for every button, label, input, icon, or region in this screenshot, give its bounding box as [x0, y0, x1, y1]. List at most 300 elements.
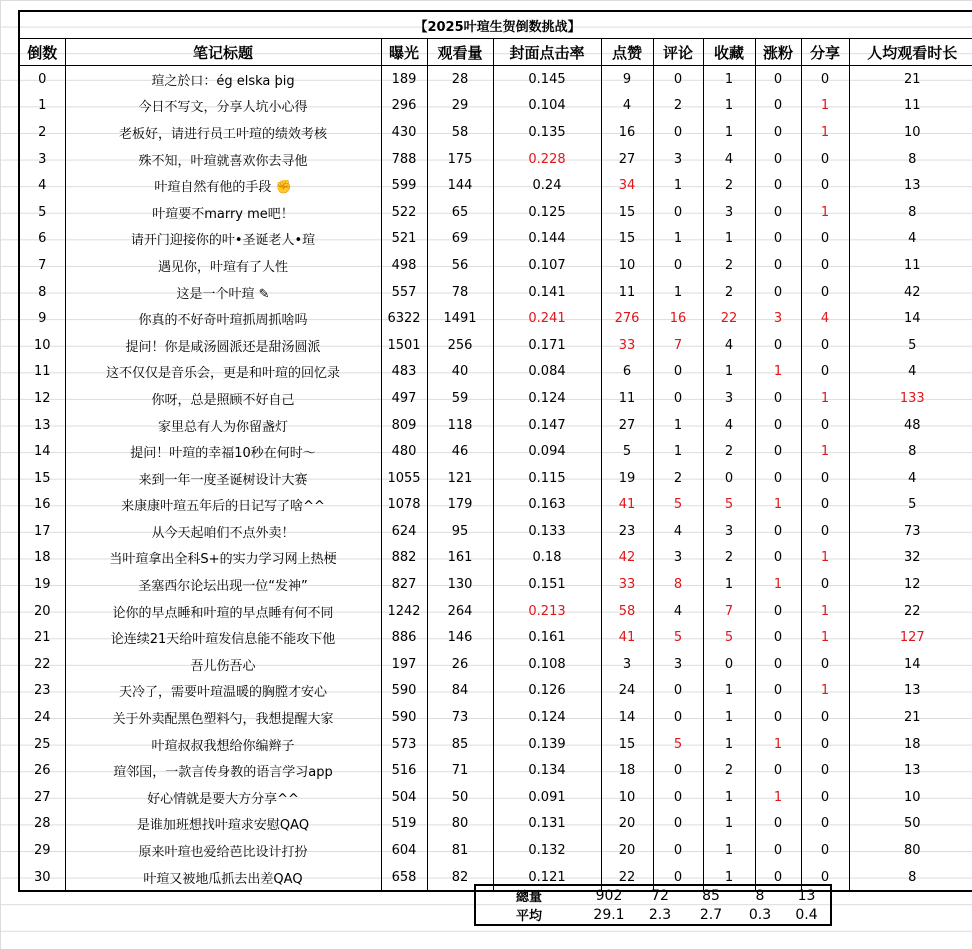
- table-cell[interactable]: 3: [653, 545, 703, 572]
- table-cell[interactable]: 522: [381, 199, 427, 226]
- table-cell[interactable]: 0: [755, 66, 801, 93]
- table-cell[interactable]: 2: [703, 172, 755, 199]
- table-cell[interactable]: 4: [601, 93, 653, 120]
- table-cell[interactable]: 叶瑄自然有他的手段 ✊: [65, 172, 381, 199]
- table-cell[interactable]: 提问！你是咸汤圆派还是甜汤圆派: [65, 332, 381, 359]
- table-cell[interactable]: 0: [755, 279, 801, 306]
- table-cell[interactable]: 0.125: [493, 199, 601, 226]
- table-cell[interactable]: 498: [381, 252, 427, 279]
- table-cell[interactable]: 1: [755, 492, 801, 519]
- table-cell[interactable]: 0: [703, 651, 755, 678]
- table-cell[interactable]: 3: [703, 385, 755, 412]
- table-cell[interactable]: 430: [381, 119, 427, 146]
- table-cell[interactable]: 瑄之於口：ég elska þig: [65, 66, 381, 93]
- table-cell[interactable]: 5: [653, 492, 703, 519]
- table-cell[interactable]: 9: [19, 305, 65, 332]
- table-cell[interactable]: 5: [703, 624, 755, 651]
- table-cell[interactable]: 4: [849, 226, 972, 253]
- table-cell[interactable]: 1: [703, 93, 755, 120]
- table-cell[interactable]: 请开门迎接你的叶•圣诞老人•瑄: [65, 226, 381, 253]
- table-cell[interactable]: 3: [601, 651, 653, 678]
- table-cell[interactable]: 吾儿伤吾心: [65, 651, 381, 678]
- table-cell[interactable]: 4: [653, 598, 703, 625]
- table-cell[interactable]: 0: [653, 385, 703, 412]
- table-cell[interactable]: 73: [427, 704, 493, 731]
- table-cell[interactable]: 0: [755, 172, 801, 199]
- table-cell[interactable]: 0: [653, 678, 703, 705]
- table-cell[interactable]: 15: [19, 465, 65, 492]
- table-cell[interactable]: 21: [849, 704, 972, 731]
- table-cell[interactable]: 4: [703, 412, 755, 439]
- table-cell[interactable]: 27: [601, 146, 653, 173]
- table-cell[interactable]: 1: [755, 731, 801, 758]
- summary-cell[interactable]: 2.3: [648, 906, 672, 923]
- table-cell[interactable]: 殊不知，叶瑄就喜欢你去寻他: [65, 146, 381, 173]
- table-cell[interactable]: 15: [601, 199, 653, 226]
- table-cell[interactable]: 1: [703, 359, 755, 386]
- table-cell[interactable]: 0: [755, 624, 801, 651]
- table-cell[interactable]: 118: [427, 412, 493, 439]
- table-cell[interactable]: 127: [849, 624, 972, 651]
- table-cell[interactable]: 12: [849, 571, 972, 598]
- table-cell[interactable]: 4: [653, 518, 703, 545]
- table-cell[interactable]: 69: [427, 226, 493, 253]
- table-cell[interactable]: 0: [703, 465, 755, 492]
- table-cell[interactable]: 40: [427, 359, 493, 386]
- table-cell[interactable]: 624: [381, 518, 427, 545]
- table-cell[interactable]: 121: [427, 465, 493, 492]
- table-cell[interactable]: 18: [601, 757, 653, 784]
- table-cell[interactable]: 0: [755, 704, 801, 731]
- table-cell[interactable]: 26: [427, 651, 493, 678]
- table-cell[interactable]: 46: [427, 438, 493, 465]
- table-cell[interactable]: 7: [19, 252, 65, 279]
- table-cell[interactable]: 13: [19, 412, 65, 439]
- table-cell[interactable]: 19: [601, 465, 653, 492]
- table-cell[interactable]: 1: [653, 226, 703, 253]
- table-cell[interactable]: 0: [801, 837, 849, 864]
- table-cell[interactable]: 10: [601, 252, 653, 279]
- table-cell[interactable]: 2: [703, 438, 755, 465]
- table-cell[interactable]: 1: [801, 438, 849, 465]
- table-cell[interactable]: 84: [427, 678, 493, 705]
- table-cell[interactable]: 3: [703, 199, 755, 226]
- table-cell[interactable]: 175: [427, 146, 493, 173]
- table-cell[interactable]: 叶瑄叔叔我想给你编辫子: [65, 731, 381, 758]
- table-cell[interactable]: 0: [653, 864, 703, 892]
- table-cell[interactable]: 提问！叶瑄的幸福10秒在何时～: [65, 438, 381, 465]
- table-cell[interactable]: 0: [653, 199, 703, 226]
- table-cell[interactable]: 599: [381, 172, 427, 199]
- table-cell[interactable]: 133: [849, 385, 972, 412]
- table-cell[interactable]: 4: [801, 305, 849, 332]
- summary-label[interactable]: 總量: [516, 890, 543, 905]
- table-cell[interactable]: 家里总有人为你留盏灯: [65, 412, 381, 439]
- table-cell[interactable]: 6: [601, 359, 653, 386]
- table-cell[interactable]: 4: [703, 332, 755, 359]
- table-cell[interactable]: 48: [849, 412, 972, 439]
- table-cell[interactable]: 好心情就是要大方分享^^: [65, 784, 381, 811]
- table-cell[interactable]: 25: [19, 731, 65, 758]
- table-cell[interactable]: 0: [653, 784, 703, 811]
- table-cell[interactable]: 50: [849, 811, 972, 838]
- table-cell[interactable]: 2: [703, 757, 755, 784]
- table-cell[interactable]: 0.131: [493, 811, 601, 838]
- table-cell[interactable]: 1: [703, 571, 755, 598]
- table-cell[interactable]: 0: [755, 678, 801, 705]
- table-cell[interactable]: 0: [755, 757, 801, 784]
- table-cell[interactable]: 58: [427, 119, 493, 146]
- table-cell[interactable]: 29: [427, 93, 493, 120]
- table-cell[interactable]: 516: [381, 757, 427, 784]
- table-cell[interactable]: 0: [801, 66, 849, 93]
- table-cell[interactable]: 0: [755, 119, 801, 146]
- table-cell[interactable]: 0.115: [493, 465, 601, 492]
- table-cell[interactable]: 0.18: [493, 545, 601, 572]
- table-cell[interactable]: 你呀，总是照顾不好自己: [65, 385, 381, 412]
- table-cell[interactable]: 0: [801, 279, 849, 306]
- table-cell[interactable]: 3: [653, 146, 703, 173]
- table-cell[interactable]: 146: [427, 624, 493, 651]
- table-cell[interactable]: 0: [801, 784, 849, 811]
- table-cell[interactable]: 1: [801, 199, 849, 226]
- table-cell[interactable]: 1: [703, 226, 755, 253]
- table-cell[interactable]: 5: [653, 624, 703, 651]
- table-cell[interactable]: 13: [849, 172, 972, 199]
- table-cell[interactable]: 0: [801, 811, 849, 838]
- table-cell[interactable]: 0: [19, 66, 65, 93]
- table-cell[interactable]: 886: [381, 624, 427, 651]
- table-cell[interactable]: 0.094: [493, 438, 601, 465]
- table-cell[interactable]: 276: [601, 305, 653, 332]
- table-cell[interactable]: 0: [801, 651, 849, 678]
- table-cell[interactable]: 95: [427, 518, 493, 545]
- table-cell[interactable]: 论连续21天给叶瑄发信息能不能攻下他: [65, 624, 381, 651]
- table-cell[interactable]: 7: [703, 598, 755, 625]
- table-cell[interactable]: 遇见你，叶瑄有了人性: [65, 252, 381, 279]
- table-cell[interactable]: 4: [849, 359, 972, 386]
- table-cell[interactable]: 0.104: [493, 93, 601, 120]
- table-cell[interactable]: 504: [381, 784, 427, 811]
- table-cell[interactable]: 22: [601, 864, 653, 892]
- table-cell[interactable]: 0: [801, 252, 849, 279]
- table-cell[interactable]: 32: [849, 545, 972, 572]
- table-cell[interactable]: 圣塞西尔论坛出现一位“发神”: [65, 571, 381, 598]
- table-cell[interactable]: 0: [755, 465, 801, 492]
- table-cell[interactable]: 42: [849, 279, 972, 306]
- table-cell[interactable]: 你真的不好奇叶瑄抓周抓啥吗: [65, 305, 381, 332]
- table-cell[interactable]: 22: [849, 598, 972, 625]
- table-cell[interactable]: 22: [703, 305, 755, 332]
- table-cell[interactable]: 1: [19, 93, 65, 120]
- table-cell[interactable]: 0.141: [493, 279, 601, 306]
- table-cell[interactable]: 30: [19, 864, 65, 892]
- table-cell[interactable]: 11: [849, 252, 972, 279]
- table-cell[interactable]: 882: [381, 545, 427, 572]
- table-cell[interactable]: 24: [19, 704, 65, 731]
- table-cell[interactable]: 5: [653, 731, 703, 758]
- table-cell[interactable]: 0: [653, 359, 703, 386]
- summary-cell[interactable]: 13: [797, 887, 816, 904]
- table-cell[interactable]: 788: [381, 146, 427, 173]
- table-cell[interactable]: 0.24: [493, 172, 601, 199]
- table-cell[interactable]: 2: [703, 279, 755, 306]
- table-cell[interactable]: 0.135: [493, 119, 601, 146]
- table-cell[interactable]: 130: [427, 571, 493, 598]
- table-cell[interactable]: 50: [427, 784, 493, 811]
- table-cell[interactable]: 来康康叶瑄五年后的日记写了啥^^: [65, 492, 381, 519]
- table-cell[interactable]: 4: [19, 172, 65, 199]
- table-cell[interactable]: 0: [755, 837, 801, 864]
- table-cell[interactable]: 23: [19, 678, 65, 705]
- table-cell[interactable]: 480: [381, 438, 427, 465]
- table-cell[interactable]: 2: [653, 465, 703, 492]
- table-cell[interactable]: 2: [653, 93, 703, 120]
- table-cell[interactable]: 16: [19, 492, 65, 519]
- table-cell[interactable]: 33: [601, 332, 653, 359]
- table-cell[interactable]: 161: [427, 545, 493, 572]
- table-cell[interactable]: 0: [755, 146, 801, 173]
- table-cell[interactable]: 15: [601, 731, 653, 758]
- table-cell[interactable]: 1: [703, 784, 755, 811]
- table-cell[interactable]: 497: [381, 385, 427, 412]
- table-cell[interactable]: 0.091: [493, 784, 601, 811]
- table-cell[interactable]: 1: [801, 624, 849, 651]
- table-cell[interactable]: 0: [653, 811, 703, 838]
- table-cell[interactable]: 1: [653, 438, 703, 465]
- table-cell[interactable]: 0: [755, 651, 801, 678]
- table-cell[interactable]: 264: [427, 598, 493, 625]
- table-cell[interactable]: 19: [19, 571, 65, 598]
- table-cell[interactable]: 0.108: [493, 651, 601, 678]
- table-cell[interactable]: 1: [703, 811, 755, 838]
- table-cell[interactable]: 0: [801, 172, 849, 199]
- table-cell[interactable]: 0: [801, 864, 849, 892]
- table-cell[interactable]: 27: [19, 784, 65, 811]
- table-cell[interactable]: 13: [849, 757, 972, 784]
- table-cell[interactable]: 0.084: [493, 359, 601, 386]
- table-cell[interactable]: 0.171: [493, 332, 601, 359]
- table-cell[interactable]: 1: [703, 678, 755, 705]
- table-cell[interactable]: 6: [19, 226, 65, 253]
- table-cell[interactable]: 10: [849, 119, 972, 146]
- table-cell[interactable]: 179: [427, 492, 493, 519]
- table-cell[interactable]: 0: [653, 252, 703, 279]
- table-cell[interactable]: 0.151: [493, 571, 601, 598]
- table-cell[interactable]: 13: [849, 678, 972, 705]
- column-header[interactable]: 收藏: [703, 39, 755, 66]
- table-cell[interactable]: 1: [703, 66, 755, 93]
- table-cell[interactable]: 0: [653, 704, 703, 731]
- table-cell[interactable]: 瑄邻国，一款言传身教的语言学习app: [65, 757, 381, 784]
- table-cell[interactable]: 14: [19, 438, 65, 465]
- table-cell[interactable]: 0: [801, 704, 849, 731]
- table-cell[interactable]: 8: [849, 438, 972, 465]
- column-header[interactable]: 笔记标题: [65, 39, 381, 66]
- table-cell[interactable]: 658: [381, 864, 427, 892]
- table-cell[interactable]: 0: [755, 332, 801, 359]
- table-cell[interactable]: 天冷了，需要叶瑄温暖的胸膛才安心: [65, 678, 381, 705]
- table-cell[interactable]: 14: [849, 305, 972, 332]
- table-cell[interactable]: 0.133: [493, 518, 601, 545]
- table-cell[interactable]: 56: [427, 252, 493, 279]
- column-header[interactable]: 分享: [801, 39, 849, 66]
- table-cell[interactable]: 0: [755, 545, 801, 572]
- table-cell[interactable]: 2: [19, 119, 65, 146]
- table-cell[interactable]: 22: [19, 651, 65, 678]
- table-cell[interactable]: 0: [653, 837, 703, 864]
- table-cell[interactable]: 论你的早点睡和叶瑄的早点睡有何不同: [65, 598, 381, 625]
- table-cell[interactable]: 0: [801, 492, 849, 519]
- table-cell[interactable]: 叶瑄又被地瓜抓去出差QAQ: [65, 864, 381, 892]
- table-cell[interactable]: 144: [427, 172, 493, 199]
- table-cell[interactable]: 是谁加班想找叶瑄求安慰QAQ: [65, 811, 381, 838]
- table-cell[interactable]: 原来叶瑄也爱给芭比设计打扮: [65, 837, 381, 864]
- table-cell[interactable]: 1: [801, 598, 849, 625]
- column-header[interactable]: 倒数: [19, 39, 65, 66]
- table-cell[interactable]: 0.107: [493, 252, 601, 279]
- column-header[interactable]: 观看量: [427, 39, 493, 66]
- table-cell[interactable]: 73: [849, 518, 972, 545]
- table-cell[interactable]: 28: [19, 811, 65, 838]
- table-cell[interactable]: 0.163: [493, 492, 601, 519]
- table-cell[interactable]: 1: [703, 864, 755, 892]
- table-cell[interactable]: 5: [703, 492, 755, 519]
- table-cell[interactable]: 这是一个叶瑄 ✎: [65, 279, 381, 306]
- table-cell[interactable]: 1: [653, 279, 703, 306]
- table-cell[interactable]: 1: [755, 784, 801, 811]
- table-cell[interactable]: 11: [601, 385, 653, 412]
- table-cell[interactable]: 296: [381, 93, 427, 120]
- table-cell[interactable]: 0.124: [493, 385, 601, 412]
- table-cell[interactable]: 20: [601, 837, 653, 864]
- table-cell[interactable]: 3: [703, 518, 755, 545]
- table-cell[interactable]: 256: [427, 332, 493, 359]
- table-cell[interactable]: 0: [801, 757, 849, 784]
- column-header[interactable]: 封面点击率: [493, 39, 601, 66]
- table-cell[interactable]: 18: [19, 545, 65, 572]
- table-cell[interactable]: 16: [653, 305, 703, 332]
- table-cell[interactable]: 从今天起咱们不点外卖！: [65, 518, 381, 545]
- table-cell[interactable]: 2: [703, 252, 755, 279]
- sheet-title[interactable]: 【2025叶瑄生贺倒数挑战】: [19, 11, 972, 39]
- table-cell[interactable]: 827: [381, 571, 427, 598]
- column-header[interactable]: 人均观看时长: [849, 39, 972, 66]
- table-cell[interactable]: 1: [801, 93, 849, 120]
- table-cell[interactable]: 41: [601, 624, 653, 651]
- table-cell[interactable]: 0: [801, 465, 849, 492]
- table-cell[interactable]: 10: [19, 332, 65, 359]
- table-cell[interactable]: 0.139: [493, 731, 601, 758]
- table-cell[interactable]: 590: [381, 678, 427, 705]
- table-cell[interactable]: 8: [653, 571, 703, 598]
- table-cell[interactable]: 0.161: [493, 624, 601, 651]
- table-cell[interactable]: 85: [427, 731, 493, 758]
- table-cell[interactable]: 0: [755, 438, 801, 465]
- table-cell[interactable]: 4: [703, 146, 755, 173]
- summary-cell[interactable]: 72: [651, 887, 669, 904]
- table-cell[interactable]: 2: [703, 545, 755, 572]
- table-cell[interactable]: 20: [601, 811, 653, 838]
- table-cell[interactable]: 5: [849, 332, 972, 359]
- table-cell[interactable]: 29: [19, 837, 65, 864]
- table-cell[interactable]: 12: [19, 385, 65, 412]
- table-cell[interactable]: 3: [19, 146, 65, 173]
- table-cell[interactable]: 0: [801, 731, 849, 758]
- table-cell[interactable]: 5: [849, 492, 972, 519]
- summary-cell[interactable]: 8: [755, 887, 765, 904]
- table-cell[interactable]: 483: [381, 359, 427, 386]
- table-cell[interactable]: 197: [381, 651, 427, 678]
- table-cell[interactable]: 0: [801, 359, 849, 386]
- column-header[interactable]: 点赞: [601, 39, 653, 66]
- table-cell[interactable]: 17: [19, 518, 65, 545]
- table-cell[interactable]: 7: [653, 332, 703, 359]
- table-cell[interactable]: 11: [849, 93, 972, 120]
- table-cell[interactable]: 0: [801, 332, 849, 359]
- table-cell[interactable]: 20: [19, 598, 65, 625]
- table-cell[interactable]: 当叶瑄拿出全科S+的实力学习网上热梗: [65, 545, 381, 572]
- table-cell[interactable]: 0: [801, 571, 849, 598]
- table-cell[interactable]: 16: [601, 119, 653, 146]
- table-cell[interactable]: 521: [381, 226, 427, 253]
- table-cell[interactable]: 1491: [427, 305, 493, 332]
- table-cell[interactable]: 0.147: [493, 412, 601, 439]
- table-cell[interactable]: 1: [703, 731, 755, 758]
- table-cell[interactable]: 557: [381, 279, 427, 306]
- table-cell[interactable]: 1: [801, 678, 849, 705]
- table-cell[interactable]: 58: [601, 598, 653, 625]
- table-cell[interactable]: 0.241: [493, 305, 601, 332]
- table-cell[interactable]: 1: [801, 119, 849, 146]
- table-cell[interactable]: 0: [755, 412, 801, 439]
- table-cell[interactable]: 78: [427, 279, 493, 306]
- table-cell[interactable]: 0.121: [493, 864, 601, 892]
- table-cell[interactable]: 33: [601, 571, 653, 598]
- column-header[interactable]: 曝光: [381, 39, 427, 66]
- table-cell[interactable]: 1: [801, 545, 849, 572]
- summary-label[interactable]: 平均: [516, 909, 543, 924]
- table-cell[interactable]: 604: [381, 837, 427, 864]
- table-cell[interactable]: 28: [427, 66, 493, 93]
- summary-cell[interactable]: 85: [702, 887, 720, 904]
- summary-cell[interactable]: 0.4: [795, 906, 818, 923]
- table-cell[interactable]: 11: [19, 359, 65, 386]
- table-cell[interactable]: 0: [755, 93, 801, 120]
- summary-cell[interactable]: 2.7: [699, 906, 723, 923]
- table-cell[interactable]: 14: [601, 704, 653, 731]
- table-cell[interactable]: 573: [381, 731, 427, 758]
- table-cell[interactable]: 0: [755, 252, 801, 279]
- table-cell[interactable]: 0.228: [493, 146, 601, 173]
- table-cell[interactable]: 1: [703, 119, 755, 146]
- table-cell[interactable]: 8: [849, 146, 972, 173]
- table-cell[interactable]: 0: [801, 518, 849, 545]
- table-cell[interactable]: 71: [427, 757, 493, 784]
- table-cell[interactable]: 3: [653, 651, 703, 678]
- table-cell[interactable]: 0.213: [493, 598, 601, 625]
- table-cell[interactable]: 1: [703, 704, 755, 731]
- table-cell[interactable]: 34: [601, 172, 653, 199]
- table-cell[interactable]: 65: [427, 199, 493, 226]
- table-cell[interactable]: 1: [653, 412, 703, 439]
- table-cell[interactable]: 82: [427, 864, 493, 892]
- table-cell[interactable]: 18: [849, 731, 972, 758]
- table-cell[interactable]: 叶瑄要不marry me吧！: [65, 199, 381, 226]
- table-cell[interactable]: 0: [653, 66, 703, 93]
- table-cell[interactable]: 5: [19, 199, 65, 226]
- summary-cell[interactable]: 0.3: [748, 906, 772, 923]
